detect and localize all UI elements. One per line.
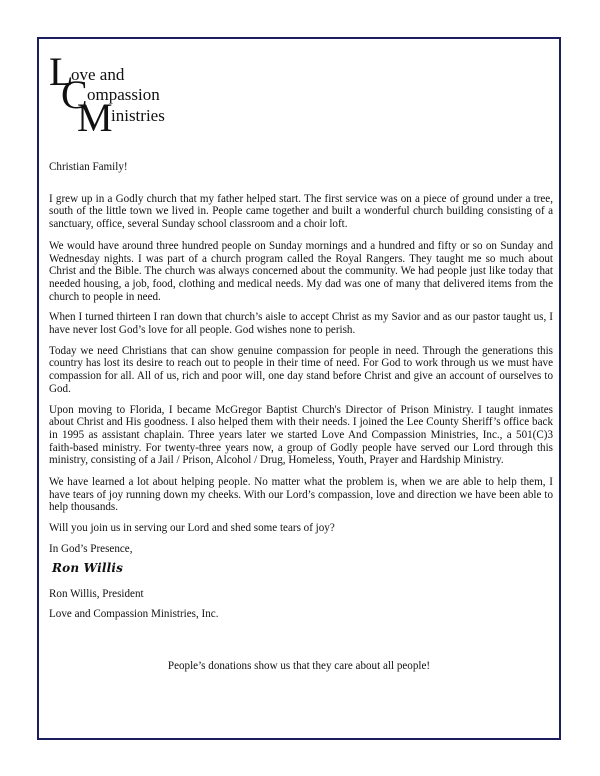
letter-paragraph: We have learned a lot about helping people. No matter what the problem is, when we are able to help them, I have tears of joy running down my cheeks. With our Lord’s compassion, love and direction we have been able to help thousands. — [49, 476, 553, 514]
signer-organization: Love and Compassion Ministries, Inc. — [49, 607, 219, 620]
logo-text-love: ove and — [71, 65, 125, 84]
closing-line: In God’s Presence, — [49, 542, 133, 555]
logo-letter-m: M — [77, 95, 113, 140]
logo-letter-l: L — [49, 49, 74, 94]
logo-text-compassion: ompassion — [87, 85, 160, 104]
letter-paragraph: I grew up in a Godly church that my father helped start. The first service was on a piece of ground under a tree, south of the little town we lived in. People came together and built a wonderful church building consisting of a sanctuary, office, several Sunday school classroom and a choir loft. — [49, 192, 553, 231]
footer-tagline: People’s donations show us that they care about all people! — [167, 660, 431, 672]
signer-name: Ron Willis, President — [49, 588, 144, 601]
ministry-logo — [49, 49, 209, 140]
letter-paragraph: We would have around three hundred people on Sunday mornings and a hundred and fifty or so on Sunday and Wednesday nights. I was part of a church program called the Royal Rangers. They taught me so much about Christ and the Bible. The church was always concerned about the community. We had people just like today that needed housing, a job, food, clothing and medical needs. My dad was one of many that delivered items from the church to people in need. — [49, 239, 553, 303]
greeting: Christian Family! — [49, 161, 128, 173]
letter-paragraph: When I turned thirteen I ran down that church’s aisle to accept Christ as my Savior and as our pastor taught us, I have never lost God’s love for all people. God wishes none to perish. — [49, 311, 553, 337]
letter-paragraph: Upon moving to Florida, I became McGregor Baptist Church's Director of Prison Ministry. I taught inmates about Christ and His goodness. I also helped them with their needs. I joined the Lee County Sheriff’s office back in 1995 as assistant chaplain. Three years later we started Love And Compassion Ministries, Inc., a 501(C)3 faith-based ministry. For twenty-three years now, a group of Godly people have served our Lord through this ministry, consisting of a Jail / Prison, Alcohol / Drug, Homeless, Youth, Prayer and Hardship Ministry. — [49, 403, 553, 467]
handwritten-signature: Ron Willis — [52, 560, 124, 575]
letter-paragraph: Today we need Christians that can show genuine compassion for people in need. Through the generations this country has lost its desire to reach out to people in their time of need. For God to work through us we must have compassion for all. All of us, rich and poor will, one day stand before Christ and give an account of ourselves to God. — [49, 344, 553, 395]
letter-body — [49, 161, 553, 628]
letter-paragraph: Will you join us in serving our Lord and shed some tears of joy? — [49, 522, 335, 535]
logo-text-ministries: inistries — [111, 106, 165, 125]
logo-letter-c: C — [61, 72, 88, 117]
